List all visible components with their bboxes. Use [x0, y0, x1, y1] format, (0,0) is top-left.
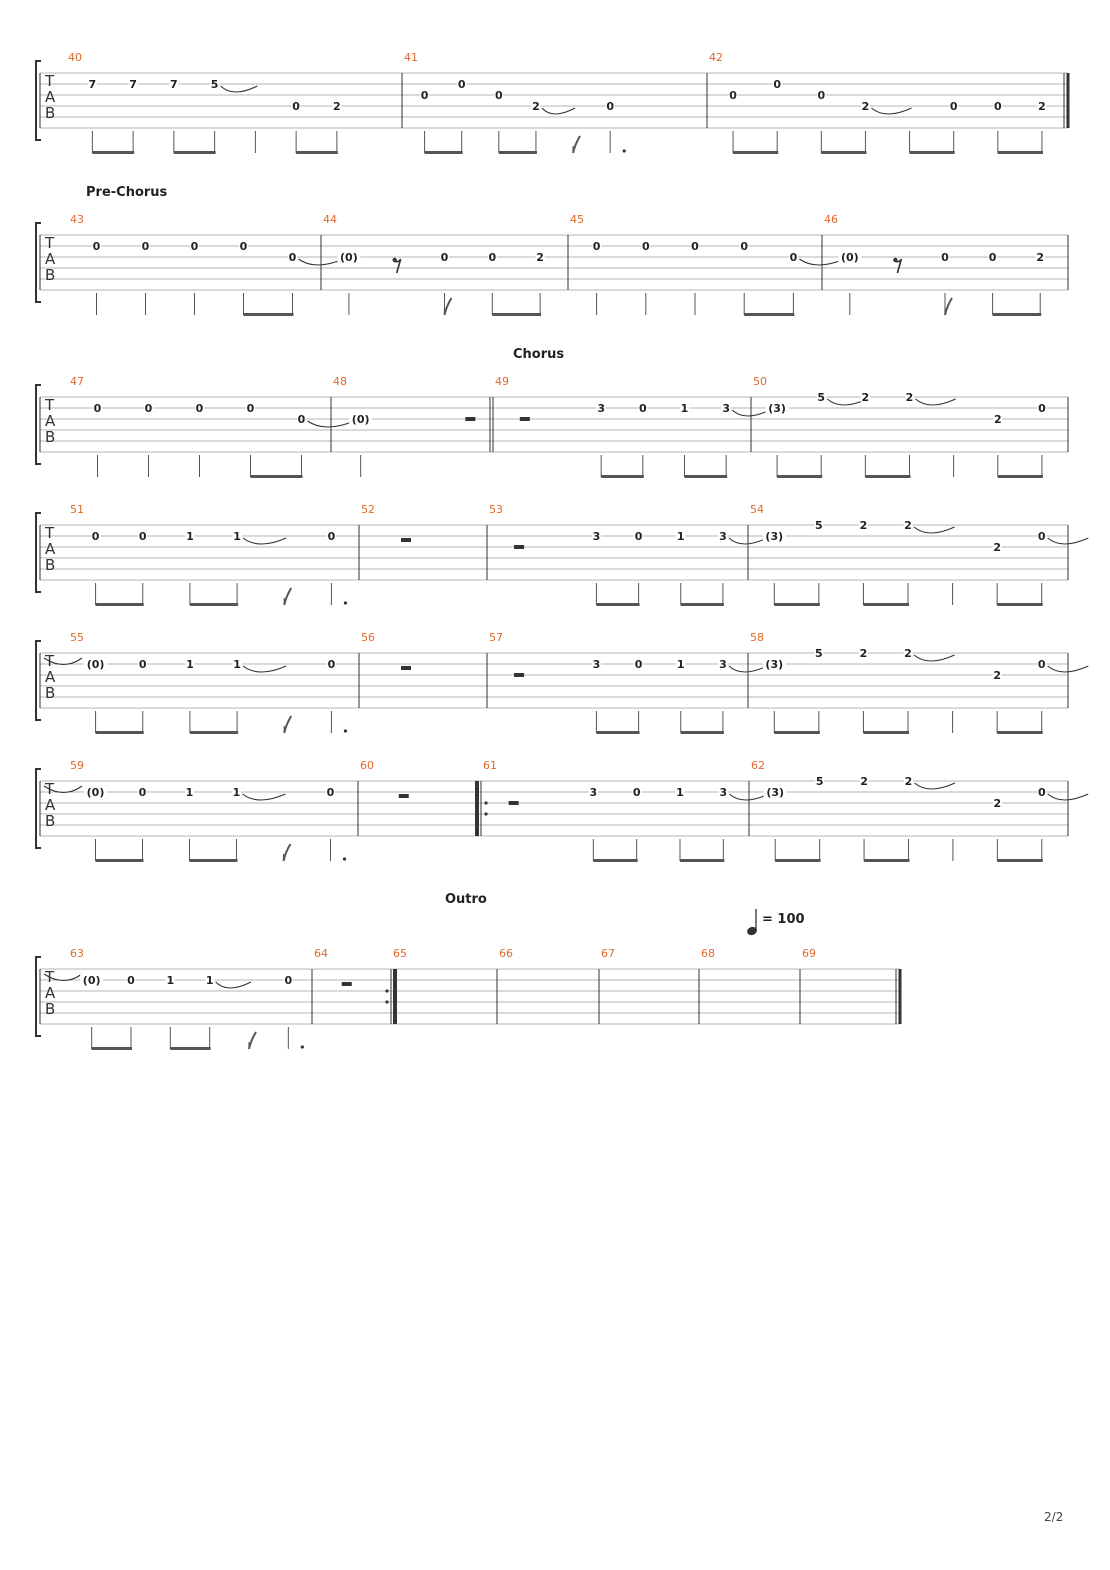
tie-arc: [243, 666, 286, 672]
fret-number: 0: [988, 251, 997, 264]
measure-number: 53: [489, 503, 503, 516]
note-beam: [685, 475, 728, 478]
fret-number: 2: [1038, 100, 1046, 113]
fret-number: 0: [327, 658, 336, 671]
fret-number: (0): [82, 974, 101, 987]
measure-number: 45: [570, 213, 584, 226]
fret-number: 7: [88, 78, 97, 91]
fret-number: 0: [284, 974, 293, 987]
section-label: Chorus: [513, 347, 565, 362]
half-rest-icon: [509, 801, 519, 805]
fret-number: 2: [904, 775, 913, 788]
fret-number: 0: [141, 240, 150, 253]
half-rest-icon: [520, 417, 530, 421]
note-beam: [596, 603, 639, 606]
tie-arc: [243, 794, 286, 800]
whole-rest-icon: [342, 982, 352, 986]
tab-clef-b: B: [45, 1000, 56, 1018]
fret-number: 0: [190, 240, 199, 253]
fret-number: 5: [817, 391, 826, 404]
fret-number: 3: [592, 658, 601, 671]
fret-number: 2: [904, 647, 912, 660]
tab-clef-b: B: [45, 266, 56, 284]
measure-number: 49: [495, 375, 509, 388]
note-beam: [910, 151, 955, 154]
fret-number: 1: [680, 402, 689, 415]
dot: [623, 149, 626, 152]
note-beam: [997, 603, 1043, 606]
eighth-flag: [284, 844, 291, 861]
tie-arc: [871, 108, 911, 114]
section-label: Pre-Chorus: [86, 185, 168, 200]
tab-measure: [802, 947, 900, 1024]
fret-number: 2: [333, 100, 341, 113]
fret-number: 0: [92, 240, 101, 253]
measure-number: 55: [70, 631, 84, 644]
fret-number: 0: [297, 413, 306, 426]
note-beam: [865, 475, 910, 478]
measure-number: 67: [601, 947, 615, 960]
fret-number: 1: [186, 530, 194, 543]
fret-number: 5: [815, 775, 824, 788]
eighth-flag: [249, 1032, 256, 1049]
note-beam: [821, 151, 866, 154]
tab-clef-b: B: [45, 684, 56, 702]
eighth-flag: [573, 136, 580, 153]
tab-clef-a: A: [45, 250, 56, 268]
tab-measure: [404, 51, 707, 154]
eighth-flag: [945, 298, 952, 315]
note-beam: [863, 731, 909, 734]
fret-number: 0: [634, 530, 643, 543]
fret-number: 0: [949, 100, 958, 113]
fret-number: 2: [860, 775, 868, 788]
tab-measure: [70, 503, 359, 606]
fret-number: 1: [676, 658, 685, 671]
tab-clef-t: T: [45, 652, 55, 670]
note-beam: [499, 151, 537, 154]
fret-number: (3): [765, 658, 784, 671]
rest-dot: [893, 258, 897, 262]
measure-number: 41: [404, 51, 418, 64]
eighth-flag: [445, 298, 452, 315]
note-beam: [492, 313, 541, 316]
fret-number: (0): [351, 413, 370, 426]
fret-number: 0: [817, 89, 826, 102]
eighth-flag: [284, 716, 291, 733]
note-beam: [251, 475, 303, 478]
tab-clef-b: B: [45, 812, 56, 830]
measure-number: 64: [314, 947, 328, 960]
tab-clef-t: T: [45, 968, 55, 986]
fret-number: 1: [232, 786, 241, 799]
fret-number: 0: [127, 974, 135, 987]
fret-number: 0: [239, 240, 248, 253]
tab-measure: [750, 631, 1088, 734]
fret-number: 0: [1037, 658, 1046, 671]
tab-measure: [489, 503, 767, 606]
measure-number: 58: [750, 631, 764, 644]
tab-clef-b: B: [45, 428, 56, 446]
tab-clef-a: A: [45, 412, 56, 430]
fret-number: 2: [859, 519, 868, 532]
note-beam: [190, 603, 238, 606]
fret-number: 0: [195, 402, 204, 415]
fret-number: 0: [789, 251, 798, 264]
fret-number: 0: [288, 251, 297, 264]
fret-number: 0: [632, 786, 641, 799]
tab-clef-a: A: [45, 984, 56, 1002]
measure-number: 59: [70, 759, 84, 772]
tie-arc: [914, 527, 955, 533]
note-beam: [680, 859, 724, 862]
note-beam: [774, 731, 820, 734]
fret-number: 0: [634, 658, 643, 671]
tab-clef-a: A: [45, 668, 56, 686]
fret-number: (0): [86, 786, 105, 799]
tab-measure: [570, 213, 845, 316]
note-beam: [681, 731, 724, 734]
tab-measure: [70, 375, 355, 478]
tab-system: [36, 631, 1088, 734]
fret-number: (0): [86, 658, 105, 671]
half-rest-icon: [514, 673, 524, 677]
measure-number: 51: [70, 503, 84, 516]
tab-measure: [323, 213, 568, 316]
dot: [343, 857, 346, 860]
fret-number: 0: [606, 100, 615, 113]
note-beam: [744, 313, 794, 316]
tab-system: [36, 375, 1068, 478]
note-beam: [174, 151, 216, 154]
fret-number: 0: [993, 100, 1002, 113]
tab-measure: [499, 947, 599, 1024]
tempo-marking: [746, 909, 805, 936]
repeat-dot: [385, 1000, 388, 1003]
tab-measure: [361, 503, 487, 580]
tie-arc: [916, 399, 956, 405]
whole-rest-icon: [401, 666, 411, 670]
tab-measure: [44, 759, 358, 862]
measure-number: 50: [753, 375, 767, 388]
fret-number: 1: [205, 974, 214, 987]
note-beam: [774, 603, 820, 606]
measure-number: 52: [361, 503, 375, 516]
whole-rest-icon: [401, 538, 411, 542]
tab-measure: [44, 947, 312, 1050]
section-label: Outro: [445, 892, 487, 907]
note-beam: [170, 1047, 210, 1050]
tab-clef-a: A: [45, 540, 56, 558]
tab-clef-t: T: [45, 524, 55, 542]
fret-number: 5: [815, 647, 823, 660]
note-beam: [864, 859, 909, 862]
fret-number: (3): [766, 786, 785, 799]
note-beam: [92, 151, 134, 154]
measure-number: 61: [483, 759, 497, 772]
fret-number: 1: [186, 658, 194, 671]
measure-number: 40: [68, 51, 82, 64]
tab-clef-t: T: [45, 780, 55, 798]
fret-number: 2: [1036, 251, 1045, 264]
tab-measure: [750, 503, 1088, 606]
note-beam: [863, 603, 909, 606]
repeat-dot: [484, 801, 487, 804]
note-beam: [96, 731, 144, 734]
fret-number: 0: [729, 89, 737, 102]
fret-number: 3: [589, 786, 598, 799]
note-beam: [425, 151, 463, 154]
tab-measure: [361, 631, 487, 708]
tie-arc: [915, 783, 955, 789]
fret-number: 7: [170, 78, 178, 91]
tab-system: [36, 503, 1088, 606]
fret-number: 0: [292, 100, 300, 113]
note-beam: [681, 603, 724, 606]
fret-number: 0: [773, 78, 782, 91]
note-beam: [96, 859, 144, 862]
page-number: 2/2: [1044, 1510, 1064, 1524]
note-beam: [190, 859, 238, 862]
note-beam: [998, 475, 1043, 478]
repeat-dot: [484, 812, 487, 815]
fret-number: 7: [129, 78, 137, 91]
fret-number: 2: [536, 251, 544, 264]
repeat-dot: [385, 989, 388, 992]
note-beam: [96, 603, 144, 606]
measure-number: 65: [393, 947, 407, 960]
note-beam: [733, 151, 778, 154]
tab-measure: [70, 213, 344, 316]
tab-system: [36, 213, 1068, 316]
fret-number: 3: [592, 530, 601, 543]
tie-arc: [221, 86, 258, 92]
dot: [344, 729, 347, 732]
measure-number: 56: [361, 631, 375, 644]
tab-measure: [709, 51, 1068, 154]
note-beam: [244, 313, 294, 316]
fret-number: 1: [676, 786, 684, 799]
tab-measure: [68, 51, 402, 154]
measure-number: 62: [751, 759, 765, 772]
dot: [301, 1045, 304, 1048]
fret-number: 3: [719, 658, 727, 671]
tab-system: [36, 759, 1088, 862]
tab-measure: [314, 947, 395, 1024]
tab-measure: [360, 759, 488, 836]
tab-measure: [333, 375, 493, 477]
note-beam: [601, 475, 644, 478]
measure-number: 68: [701, 947, 715, 960]
fret-number: 0: [138, 786, 147, 799]
tab-measure: [824, 213, 1068, 316]
fret-number: 2: [861, 100, 870, 113]
fret-number: (0): [840, 251, 859, 264]
note-beam: [775, 859, 820, 862]
tab-clef-b: B: [45, 556, 56, 574]
fret-number: 0: [440, 251, 449, 264]
fret-number: 2: [859, 647, 868, 660]
note-beam: [993, 313, 1042, 316]
fret-number: 0: [246, 402, 255, 415]
fret-number: 0: [457, 78, 466, 91]
tab-system: [36, 51, 1068, 154]
fret-number: 0: [326, 786, 335, 799]
tab-measure: [601, 947, 699, 1024]
note-beam: [593, 859, 637, 862]
fret-number: 0: [327, 530, 336, 543]
fret-number: 2: [993, 797, 1002, 810]
tie-arc: [542, 108, 575, 114]
measure-number: 44: [323, 213, 337, 226]
fret-number: 0: [941, 251, 949, 264]
eighth-flag: [284, 588, 291, 605]
measure-number: 66: [499, 947, 513, 960]
tab-measure: [751, 759, 1088, 862]
tab-measure: [489, 631, 767, 734]
tab-measure: [44, 631, 359, 734]
tab-measure: [483, 759, 769, 862]
tab-clef-a: A: [45, 796, 56, 814]
fret-number: 1: [233, 658, 241, 671]
fret-number: 0: [494, 89, 503, 102]
fret-number: 1: [166, 974, 175, 987]
fret-number: (3): [765, 530, 784, 543]
tab-clef-t: T: [45, 72, 55, 90]
fret-number: 0: [592, 240, 601, 253]
fret-number: (3): [768, 402, 786, 415]
note-beam: [296, 151, 338, 154]
fret-number: 5: [815, 519, 823, 532]
fret-number: 0: [1037, 786, 1046, 799]
tab-measure: [701, 947, 800, 1024]
note-beam: [777, 475, 822, 478]
fret-number: 5: [210, 78, 219, 91]
fret-number: 0: [691, 240, 699, 253]
fret-number: 0: [91, 530, 100, 543]
fret-number: 2: [993, 541, 1001, 554]
note-beam: [92, 1047, 132, 1050]
fret-number: 0: [488, 251, 497, 264]
rest-dot: [393, 258, 397, 262]
fret-number: 0: [420, 89, 429, 102]
fret-number: 0: [1038, 402, 1046, 415]
note-beam: [596, 731, 639, 734]
measure-number: 60: [360, 759, 374, 772]
measure-number: 57: [489, 631, 503, 644]
fret-number: 0: [639, 402, 647, 415]
fret-number: 0: [144, 402, 153, 415]
tab-measure: [495, 375, 770, 478]
fret-number: 1: [233, 530, 241, 543]
fret-number: 2: [993, 669, 1001, 682]
note-beam: [190, 731, 238, 734]
fret-number: 3: [719, 786, 728, 799]
fret-number: 0: [93, 402, 102, 415]
whole-rest-icon: [399, 794, 409, 798]
tie-arc: [914, 655, 955, 661]
measure-number: 48: [333, 375, 347, 388]
fret-number: 3: [597, 402, 605, 415]
measure-number: 54: [750, 503, 764, 516]
measure-number: 46: [824, 213, 838, 226]
fret-number: 1: [185, 786, 194, 799]
tab-measure: [753, 375, 1068, 478]
fret-number: 0: [138, 530, 147, 543]
tempo-value: = 100: [762, 912, 805, 927]
tab-clef-a: A: [45, 88, 56, 106]
tab-system: [36, 947, 900, 1050]
measure-number: 43: [70, 213, 84, 226]
measure-number: 63: [70, 947, 84, 960]
fret-number: 0: [1037, 530, 1046, 543]
note-beam: [998, 151, 1043, 154]
dot: [344, 601, 347, 604]
measure-number: 47: [70, 375, 84, 388]
measure-number: 69: [802, 947, 816, 960]
fret-number: 2: [993, 413, 1002, 426]
tab-clef-b: B: [45, 104, 56, 122]
note-beam: [997, 731, 1043, 734]
fret-number: 2: [532, 100, 540, 113]
fret-number: 2: [905, 391, 914, 404]
tab-clef-t: T: [45, 396, 55, 414]
fret-number: 2: [904, 519, 912, 532]
fret-number: 3: [722, 402, 730, 415]
tie-arc: [216, 982, 251, 988]
measure-number: 42: [709, 51, 723, 64]
fret-number: 2: [861, 391, 870, 404]
fret-number: 0: [740, 240, 749, 253]
fret-number: 1: [676, 530, 685, 543]
tab-clef-t: T: [45, 234, 55, 252]
fret-number: 3: [719, 530, 727, 543]
tab-measure: [393, 947, 497, 1024]
fret-number: 0: [138, 658, 147, 671]
half-rest-icon: [514, 545, 524, 549]
half-rest-icon: [465, 417, 475, 421]
fret-number: 0: [641, 240, 650, 253]
fret-number: (0): [340, 251, 358, 264]
tie-arc: [243, 538, 286, 544]
note-beam: [997, 859, 1042, 862]
